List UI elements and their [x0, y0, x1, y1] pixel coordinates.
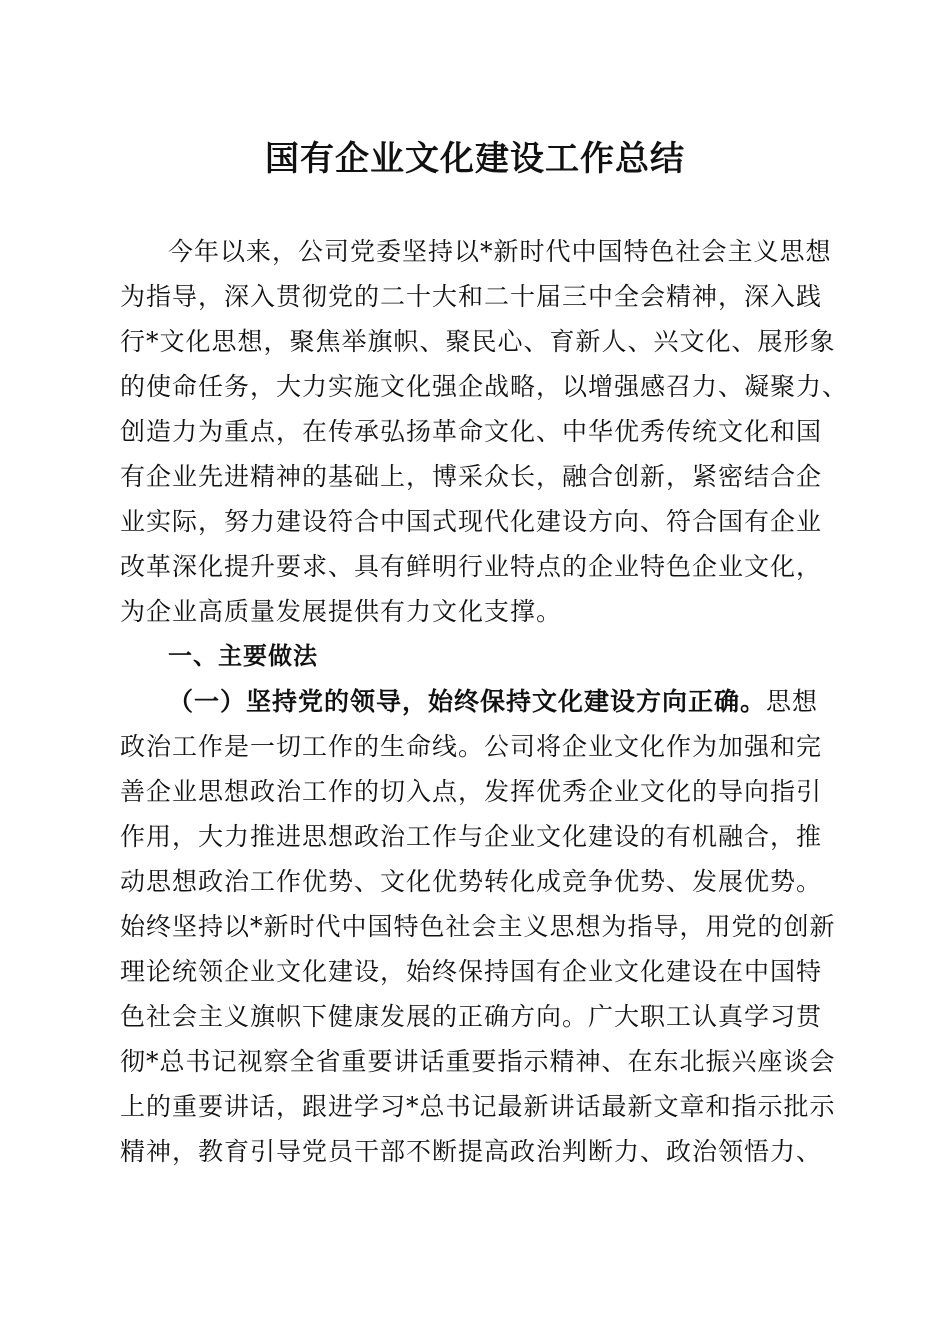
subsection-line: 善企业思想政治工作的切入点，发挥优秀企业文化的导向指引 [120, 777, 823, 806]
intro-line: 有企业先进精神的基础上，博采众长，融合创新，紧密结合企 [120, 462, 823, 491]
subsection-line: 彻*总书记视察全省重要讲话重要指示精神、在东北振兴座谈会 [120, 1047, 836, 1076]
document-title: 国有企业文化建设工作总结 [265, 139, 685, 179]
subsection-line: 理论统领企业文化建设，始终保持国有企业文化建设在中国特 [120, 957, 823, 986]
section-heading: 一、主要做法 [168, 642, 318, 670]
intro-line: 行*文化思想，聚焦举旗帜、聚民心、育新人、兴文化、展形象 [120, 327, 836, 356]
subsection-first-line [120, 679, 840, 724]
intro-line: 今年以来，公司党委坚持以*新时代中国特色社会主义思想 [168, 237, 832, 266]
subsection-first-line-rest: 思想 [766, 687, 819, 716]
subsection-line: 色社会主义旗帜下健康发展的正确方向。广大职工认真学习贯 [120, 1002, 823, 1031]
intro-line: 改革深化提升要求、具有鲜明行业特点的企业特色企业文化， [120, 552, 823, 581]
subsection-title: （一）坚持党的领导，始终保持文化建设方向正确。 [168, 687, 767, 716]
subsection-line: 精神，教育引导党员干部不断提高政治判断力、政治领悟力、 [120, 1137, 823, 1166]
intro-line: 业实际，努力建设符合中国式现代化建设方向、符合国有企业 [120, 507, 823, 536]
subsection-line: 上的重要讲话，跟进学习*总书记最新讲话最新文章和指示批示 [120, 1092, 836, 1121]
intro-line: 的使命任务，大力实施文化强企战略，以增强感召力、凝聚力、 [120, 372, 849, 401]
intro-line: 为指导，深入贯彻党的二十大和二十届三中全会精神，深入践 [120, 282, 823, 311]
intro-line: 为企业高质量发展提供有力文化支撑。 [120, 597, 563, 626]
subsection-line: 动思想政治工作优势、文化优势转化成竞争优势、发展优势。 [120, 867, 823, 896]
subsection-line: 作用，大力推进思想政治工作与企业文化建设的有机融合，推 [120, 822, 823, 851]
subsection-line: 始终坚持以*新时代中国特色社会主义思想为指导，用党的创新 [120, 912, 836, 941]
subsection-line: 政治工作是一切工作的生命线。公司将企业文化作为加强和完 [120, 732, 823, 761]
intro-line: 创造力为重点，在传承弘扬革命文化、中华优秀传统文化和国 [120, 417, 823, 446]
document-body [120, 229, 849, 1174]
